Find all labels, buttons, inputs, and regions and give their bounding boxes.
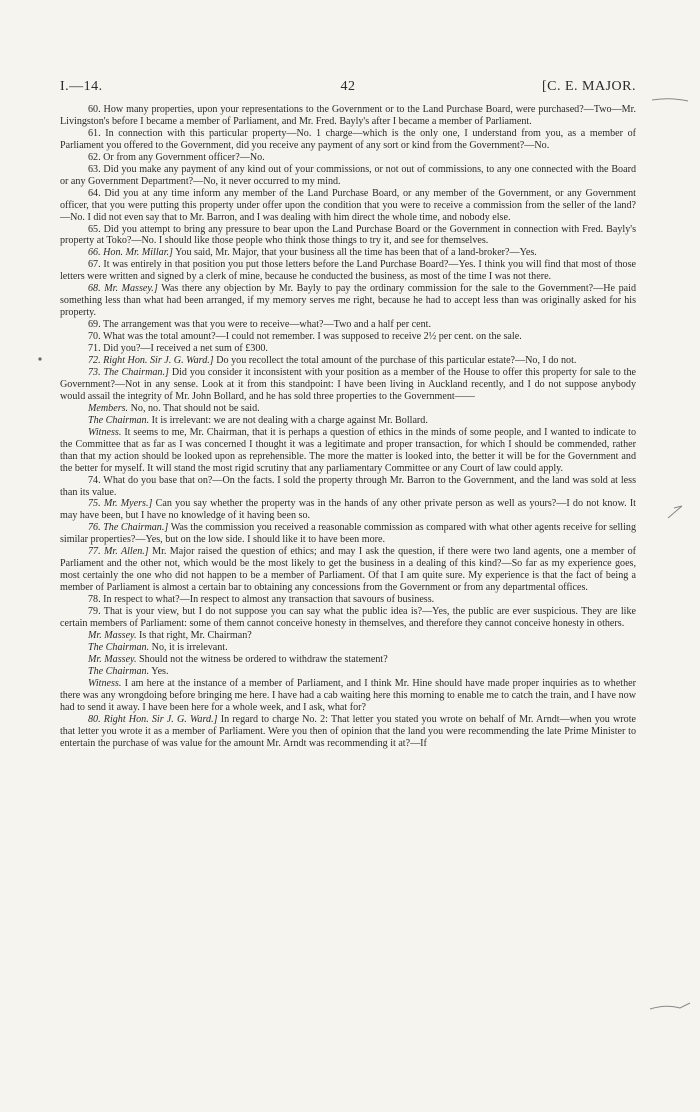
paragraph [60, 546, 636, 594]
paragraph-text: 70. What was the total amount?—I could not remember. I was supposed to receive 2½ per cent. on the sale. [88, 331, 522, 343]
paragraph [60, 630, 636, 642]
paragraph [60, 128, 636, 152]
body-text [60, 104, 636, 749]
paper-reference: I.—14. [60, 79, 103, 94]
paragraph [60, 343, 636, 355]
paragraph [60, 522, 636, 546]
paragraph-text: 74. What do you base that on?—On the facts. I sold the property through Mr. Barron to the Government, and the land was sold at less than its value. [60, 474, 636, 498]
paragraph [60, 331, 636, 343]
paragraph-text: No, it is irrelevant. [151, 641, 228, 653]
margin-mark-right [664, 500, 688, 524]
paragraph [60, 606, 636, 630]
paragraph-text: 63. Did you make any payment of any kind out of your commissions, or not out of commissions, to any one connected with the Board or any Government Department?—No, it never occurred to my mind. [60, 163, 636, 187]
paragraph-text: 61. In connection with this particular property—No. 1 charge—which is the only one, I understand from you, as a member of Parliament you offered to the Government, did you receive any payment of any sort or kind from the Government?—No. [60, 127, 636, 151]
speaker-label: 80. Right Hon. Sir J. G. Ward.] [88, 713, 218, 725]
paragraph-text: 79. That is your view, but I do not suppose you can say what the public idea is?—Yes, the public are ever suspicious. They are like certain members of Parliament: some of them cannot conceive honesty in themselves, and therefore they cannot conceive honesty in others. [60, 606, 636, 629]
paragraph [60, 678, 636, 714]
paragraph-text: 64. Did you at any time inform any member of the Land Purchase Board, or any member of the Government, or any Government officer, that you were putting this property under offer upon the condition that you were to receive a commission from the seller of the land?—No. I did not even say that to Mr. Barron, and I was dealing with him direct the whole time, and nobody else. [60, 187, 636, 223]
paragraph [60, 498, 636, 522]
paragraph-text: It seems to me, Mr. Chairman, that it is perhaps a question of ethics in the minds of some people, and I wanted to indicate to the Committee that as far as I was concerned I thought it was a legitimate and proper transaction, for which I should be commended, rather than that my action should be looked upon as reprehensible. The more the matter is looked into, the better it will be for the Government and the better for myself. It will stand the most rigid scrutiny that any parliamentary Committee or any Court of law could apply. [60, 426, 636, 474]
paragraph [60, 642, 636, 654]
paragraph-text: In regard to charge No. 2: That letter you stated you wrote on behalf of Mr. Arndt—when you wrote that letter you wrote it as a member of Parliament. Were you then of opinion that the land you were recommending the late Prime Minister to entertain the purchase of was value for the amount Mr. Arndt was recommending it at?—If [60, 713, 636, 749]
paragraph-text: Was there any objection by Mr. Bayly to pay the ordinary commission for the sale to the Government?—He paid something less than what had been arranged, if my memory serves me right, because he had to accept less than was originally asked for his property. [60, 283, 636, 319]
paragraph [60, 415, 636, 427]
paragraph [60, 666, 636, 678]
speaker-label: Mr. Massey. [88, 653, 137, 665]
speaker-label: The Chairman. [88, 414, 150, 426]
margin-mark-top [650, 95, 690, 105]
paragraph [60, 475, 636, 499]
paragraph-text: Yes. [151, 665, 169, 677]
speaker-label: 66. Hon. Mr. Millar.] [88, 247, 173, 259]
page-number: 42 [340, 79, 356, 94]
speaker-label: 77. Mr. Allen.] [88, 546, 149, 558]
paragraph-text: 65. Did you attempt to bring any pressure to bear upon the Land Purchase Board or the Government in connection with Fred. Bayly's property at Toko?—No. I should like those people who think those things to try it, and see for themselves. [60, 223, 636, 247]
paragraph [60, 403, 636, 415]
paragraph-text: 60. How many properties, upon your representations to the Government or to the Land Purchase Board, were purchased?—Two—Mr. Livingston's before I became a member of Parliament, and Mr. Fred. Bayly's after I became a member of Parliament. [60, 104, 636, 127]
paragraph [60, 104, 636, 128]
paragraph [60, 355, 636, 367]
page-header [60, 79, 636, 99]
paragraph [60, 367, 636, 403]
paragraph-text: Should not the witness be ordered to withdraw the statement? [139, 653, 388, 665]
speaker-label: Members. [88, 402, 129, 414]
paragraph [60, 714, 636, 750]
paragraph [60, 224, 636, 248]
paragraph-text: I am here at the instance of a member of Parliament, and I think Mr. Hine should have made proper inquiries as to whether there was any wrongdoing before bringing me here. I have had a cab waiting here this morning to enable me to catch the train, and I have now had to send it away. I have been here for a whole week, and I ask, what for? [60, 677, 636, 713]
paragraph-text: Mr. Major raised the question of ethics; and may I ask the question, if there were two land agents, one a member of Parliament and the other not, which would be the most likely to get the business in a dealing of this kind?—So far as my experience goes, most certainly the one who did not happen to be a member of Parliament. Of that I am quite sure. My experience is that the fact of being a member of Parliament is almost a certain bar to obtaining any concessions from the Government or from any departmental offices. [60, 546, 636, 594]
speaker-label: Mr. Massey. [88, 629, 137, 641]
speaker-label: 76. The Chairman.] [88, 522, 169, 534]
paragraph-text: Did you consider it inconsistent with your position as a member of the House to offer this property for sale to the Government?—Not in any sense. Look at it from this standpoint: I have been living in Auckland recently, and I do not suppose anybody would assail the integrity of Mr. John Bollard, and he has sold three properties to the Government—— [60, 366, 636, 402]
witness-name: [C. E. MAJOR. [541, 79, 636, 94]
paragraph [60, 164, 636, 188]
speaker-label: 68. Mr. Massey.] [88, 283, 158, 295]
paragraph-text: Is that right, Mr. Chairman? [139, 629, 252, 641]
margin-mark-bottom [648, 1000, 694, 1014]
paragraph [60, 654, 636, 666]
paragraph-text: 67. It was entirely in that position you put those letters before the Land Purchase Board?—Yes. I think you will find that most of those letters were written and signed by a clerk of mine, because he conducted the business, as most of the time I was not there. [60, 259, 636, 283]
speaker-label: The Chairman. [88, 665, 150, 677]
paragraph-text: Can you say whether the property was in the hands of any other private person as well as yours?—I do not know. It may have been, but I have no knowledge of it having been so. [60, 498, 636, 522]
paragraph [60, 188, 636, 224]
paragraph-text: 71. Did you?—I received a net sum of £300. [88, 343, 268, 355]
paragraph-text: 78. In respect to what?—In respect to almost any transaction that savours of business. [88, 594, 435, 606]
paragraph-text: 62. Or from any Government officer?—No. [88, 151, 265, 163]
paragraph-text: 69. The arrangement was that you were to receive—what?—Two and a half per cent. [88, 319, 431, 331]
paragraph-text: Was the commission you received a reasonable commission as compared with what other agents receive for selling similar properties?—Yes, but on the low side. I should like it to have been more. [60, 522, 637, 546]
paragraph [60, 247, 636, 259]
paragraph [60, 319, 636, 331]
paragraph [60, 152, 636, 164]
speaker-label: Witness. [88, 426, 122, 438]
speaker-label: 73. The Chairman.] [88, 366, 169, 378]
paragraph [60, 259, 636, 283]
speaker-label: 72. Right Hon. Sir J. G. Ward.] [88, 355, 214, 367]
speaker-label: 75. Mr. Myers.] [88, 498, 153, 510]
paragraph-text: It is irrelevant: we are not dealing with a charge against Mr. Bollard. [151, 414, 428, 426]
paragraph-text: Do you recollect the total amount of the purchase of this particular estate?—No, I do not. [216, 355, 577, 367]
paragraph [60, 283, 636, 319]
paragraph-text: You said, Mr. Major, that your business all the time has been that of a land-broker?—Yes. [175, 247, 537, 259]
speaker-label: The Chairman. [88, 641, 150, 653]
paragraph-text: No, no. That should not be said. [130, 402, 260, 414]
margin-mark-left [36, 355, 44, 363]
speaker-label: Witness. [88, 677, 122, 689]
paragraph [60, 594, 636, 606]
paragraph [60, 427, 636, 475]
